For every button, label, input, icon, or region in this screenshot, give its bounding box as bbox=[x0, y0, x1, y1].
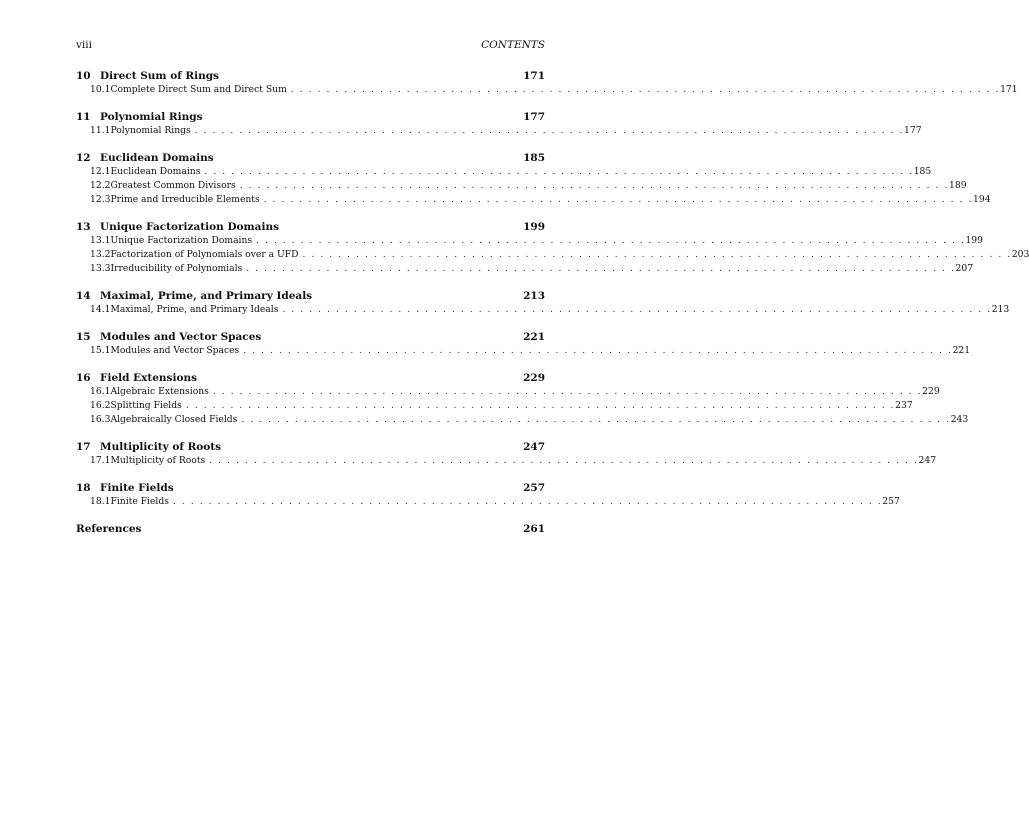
chapter-entry[interactable] bbox=[76, 330, 545, 344]
chapter-page-number: 229 bbox=[523, 372, 545, 384]
dot-leader: . . . . . . . . . . . . . . . . . . . . . . . . . . . . . . . . . . . . . . . . . . . . . . . . . . . . . . . . . . . . . . . . . . . . . . . . . . . . . . . . bbox=[172, 497, 883, 507]
section-entry[interactable] bbox=[76, 344, 971, 358]
page-number: viii bbox=[76, 39, 93, 51]
chapter-title: Euclidean Domains bbox=[100, 152, 214, 164]
chapter-title: Direct Sum of Rings bbox=[100, 70, 219, 82]
chapter-entry[interactable] bbox=[76, 151, 545, 165]
section-title: Factorization of Polynomials over a UFD bbox=[110, 249, 299, 260]
toc-chapter bbox=[76, 440, 937, 468]
section-page-number: 229 bbox=[922, 386, 940, 397]
section-number: 12.1 bbox=[90, 166, 111, 177]
toc-chapter bbox=[76, 330, 971, 358]
section-entry[interactable] bbox=[76, 193, 991, 207]
section-page-number: 243 bbox=[950, 414, 969, 425]
dot-leader: . . . . . . . . . . . . . . . . . . . . . . . . . . . . . . . . . . . . . . . . . . . . . . . . . . . . . . . . . . . . . . . . . . . . . . . . . . . . . . . . bbox=[246, 264, 956, 274]
chapter-page-number: 257 bbox=[523, 482, 545, 494]
chapter-page-number: 261 bbox=[523, 523, 545, 535]
section-title: Modules and Vector Spaces bbox=[110, 345, 240, 356]
section-number: 12.3 bbox=[90, 194, 111, 205]
chapter-page-number: 177 bbox=[523, 111, 545, 123]
section-page-number: 185 bbox=[913, 166, 932, 177]
section-title: Complete Direct Sum and Direct Sum bbox=[110, 84, 287, 95]
section-number: 10.1 bbox=[90, 84, 111, 95]
section-entry[interactable] bbox=[76, 124, 922, 138]
section-title: Multiplicity of Roots bbox=[110, 455, 206, 466]
section-entry[interactable] bbox=[76, 262, 974, 276]
section-page-number: 171 bbox=[1000, 84, 1018, 95]
section-number: 16.1 bbox=[90, 386, 111, 397]
toc-chapter bbox=[76, 151, 991, 207]
section-page-number: 199 bbox=[965, 235, 983, 246]
dot-leader: . . . . . . . . . . . . . . . . . . . . . . . . . . . . . . . . . . . . . . . . . . . . . . . . . . . . . . . . . . . . . . . . . . . . . . . . . . . . . . . . bbox=[263, 195, 973, 205]
chapter-title: Maximal, Prime, and Primary Ideals bbox=[100, 290, 313, 302]
section-number: 16.3 bbox=[90, 414, 111, 425]
section-entry[interactable] bbox=[76, 399, 913, 413]
section-number: 15.1 bbox=[90, 345, 111, 356]
section-title: Unique Factorization Domains bbox=[110, 235, 253, 246]
toc-chapter bbox=[76, 69, 1018, 97]
chapter-entry[interactable] bbox=[76, 69, 545, 83]
section-entry[interactable] bbox=[76, 83, 1018, 97]
dot-leader: . . . . . . . . . . . . . . . . . . . . . . . . . . . . . . . . . . . . . . . . . . . . . . . . . . . . . . . . . . . . . . . . . . . . . . . . . . . . . . . . bbox=[209, 456, 919, 466]
dot-leader: . . . . . . . . . . . . . . . . . . . . . . . . . . . . . . . . . . . . . . . . . . . . . . . . . . . . . . . . . . . . . . . . . . . . . . . . . . . . . . . . bbox=[241, 415, 951, 425]
section-entry[interactable] bbox=[76, 165, 932, 179]
chapter-number: 15 bbox=[76, 331, 91, 343]
chapter-entry[interactable] bbox=[76, 440, 545, 454]
dot-leader: . . . . . . . . . . . . . . . . . . . . . . . . . . . . . . . . . . . . . . . . . . . . . . . . . . . . . . . . . . . . . . . . . . . . . . . . . . . . . . . . bbox=[239, 181, 949, 191]
section-page-number: 247 bbox=[918, 455, 937, 466]
section-page-number: 203 bbox=[1011, 249, 1029, 260]
section-entry[interactable] bbox=[76, 495, 900, 509]
chapter-entry[interactable] bbox=[76, 110, 545, 124]
section-title: Finite Fields bbox=[110, 496, 169, 507]
section-page-number: 213 bbox=[991, 304, 1010, 315]
chapter-entry[interactable] bbox=[76, 220, 545, 234]
section-page-number: 194 bbox=[973, 194, 991, 205]
chapter-title: Multiplicity of Roots bbox=[100, 441, 222, 453]
chapter-title: Polynomial Rings bbox=[100, 111, 203, 123]
section-title: Euclidean Domains bbox=[110, 166, 201, 177]
section-entry[interactable] bbox=[76, 454, 937, 468]
chapter-entry[interactable] bbox=[76, 289, 545, 303]
chapter-page-number: 171 bbox=[523, 70, 545, 82]
chapter-page-number: 199 bbox=[523, 221, 545, 233]
running-title: CONTENTS bbox=[481, 39, 545, 51]
section-number: 16.2 bbox=[90, 400, 111, 411]
section-entry[interactable] bbox=[76, 413, 969, 427]
chapter-title: Finite Fields bbox=[100, 482, 174, 494]
dot-leader: . . . . . . . . . . . . . . . . . . . . . . . . . . . . . . . . . . . . . . . . . . . . . . . . . . . . . . . . . . . . . . . . . . . . . . . . . . . . . . . . bbox=[256, 236, 966, 246]
chapter-number: 11 bbox=[76, 111, 91, 123]
chapter-number: 13 bbox=[76, 221, 91, 233]
section-entry[interactable] bbox=[76, 303, 1010, 317]
toc-chapter bbox=[76, 522, 545, 536]
chapter-page-number: 247 bbox=[523, 441, 545, 453]
chapter-number: 14 bbox=[76, 290, 91, 302]
section-number: 14.1 bbox=[90, 304, 111, 315]
dot-leader: . . . . . . . . . . . . . . . . . . . . . . . . . . . . . . . . . . . . . . . . . . . . . . . . . . . . . . . . . . . . . . . . . . . . . . . . . . . . . . . . bbox=[290, 85, 1001, 95]
section-title: Splitting Fields bbox=[110, 400, 182, 411]
chapter-page-number: 185 bbox=[523, 152, 545, 164]
table-of-contents bbox=[76, 69, 1029, 549]
section-title: Algebraically Closed Fields bbox=[110, 414, 238, 425]
dot-leader: . . . . . . . . . . . . . . . . . . . . . . . . . . . . . . . . . . . . . . . . . . . . . . . . . . . . . . . . . . . . . . . . . . . . . . . . . . . . . . . . bbox=[282, 305, 992, 315]
section-number: 13.1 bbox=[90, 235, 111, 246]
chapter-number: 10 bbox=[76, 70, 91, 82]
chapter-number: 18 bbox=[76, 482, 91, 494]
section-page-number: 237 bbox=[895, 400, 913, 411]
toc-chapter bbox=[76, 289, 1010, 317]
chapter-title: Unique Factorization Domains bbox=[100, 221, 279, 233]
dot-leader: . . . . . . . . . . . . . . . . . . . . . . . . . . . . . . . . . . . . . . . . . . . . . . . . . . . . . . . . . . . . . . . . . . . . . . . . . . . . . . . . bbox=[302, 250, 1012, 260]
chapter-page-number: 213 bbox=[523, 290, 545, 302]
section-entry[interactable] bbox=[76, 385, 940, 399]
dot-leader: . . . . . . . . . . . . . . . . . . . . . . . . . . . . . . . . . . . . . . . . . . . . . . . . . . . . . . . . . . . . . . . . . . . . . . . . . . . . . . . . bbox=[194, 126, 905, 136]
dot-leader: . . . . . . . . . . . . . . . . . . . . . . . . . . . . . . . . . . . . . . . . . . . . . . . . . . . . . . . . . . . . . . . . . . . . . . . . . . . . . . . . bbox=[204, 167, 914, 177]
toc-chapter bbox=[76, 371, 969, 427]
chapter-number: 17 bbox=[76, 441, 91, 453]
section-number: 12.2 bbox=[90, 180, 111, 191]
chapter-page-number: 221 bbox=[523, 331, 545, 343]
section-number: 13.2 bbox=[90, 249, 111, 260]
toc-chapter bbox=[76, 110, 922, 138]
chapter-number: 16 bbox=[76, 372, 91, 384]
section-page-number: 207 bbox=[955, 263, 974, 274]
chapter-entry[interactable] bbox=[76, 371, 545, 385]
section-page-number: 257 bbox=[882, 496, 900, 507]
chapter-title: References bbox=[76, 523, 142, 535]
running-header bbox=[76, 38, 545, 52]
toc-chapter bbox=[76, 220, 1029, 276]
dot-leader: . . . . . . . . . . . . . . . . . . . . . . . . . . . . . . . . . . . . . . . . . . . . . . . . . . . . . . . . . . . . . . . . . . . . . . . . . . . . . . . . bbox=[212, 387, 923, 397]
section-number: 18.1 bbox=[90, 496, 111, 507]
section-title: Polynomial Rings bbox=[110, 125, 191, 136]
toc-chapter bbox=[76, 481, 900, 509]
dot-leader: . . . . . . . . . . . . . . . . . . . . . . . . . . . . . . . . . . . . . . . . . . . . . . . . . . . . . . . . . . . . . . . . . . . . . . . . . . . . . . . . bbox=[185, 401, 896, 411]
dot-leader: . . . . . . . . . . . . . . . . . . . . . . . . . . . . . . . . . . . . . . . . . . . . . . . . . . . . . . . . . . . . . . . . . . . . . . . . . . . . . . . . bbox=[243, 346, 953, 356]
section-number: 11.1 bbox=[90, 125, 111, 136]
section-entry[interactable] bbox=[76, 248, 1029, 262]
chapter-title: Modules and Vector Spaces bbox=[100, 331, 262, 343]
section-title: Prime and Irreducible Elements bbox=[110, 194, 260, 205]
section-page-number: 177 bbox=[904, 125, 922, 136]
chapter-entry[interactable] bbox=[76, 522, 545, 536]
section-title: Greatest Common Divisors bbox=[110, 180, 236, 191]
section-title: Maximal, Prime, and Primary Ideals bbox=[110, 304, 279, 315]
chapter-number: 12 bbox=[76, 152, 91, 164]
section-entry[interactable] bbox=[76, 234, 983, 248]
section-title: Irreducibility of Polynomials bbox=[110, 263, 243, 274]
section-entry[interactable] bbox=[76, 179, 967, 193]
section-page-number: 221 bbox=[952, 345, 971, 356]
chapter-entry[interactable] bbox=[76, 481, 545, 495]
section-page-number: 189 bbox=[949, 180, 967, 191]
section-number: 13.3 bbox=[90, 263, 111, 274]
chapter-title: Field Extensions bbox=[100, 372, 197, 384]
section-number: 17.1 bbox=[90, 455, 111, 466]
section-title: Algebraic Extensions bbox=[110, 386, 209, 397]
